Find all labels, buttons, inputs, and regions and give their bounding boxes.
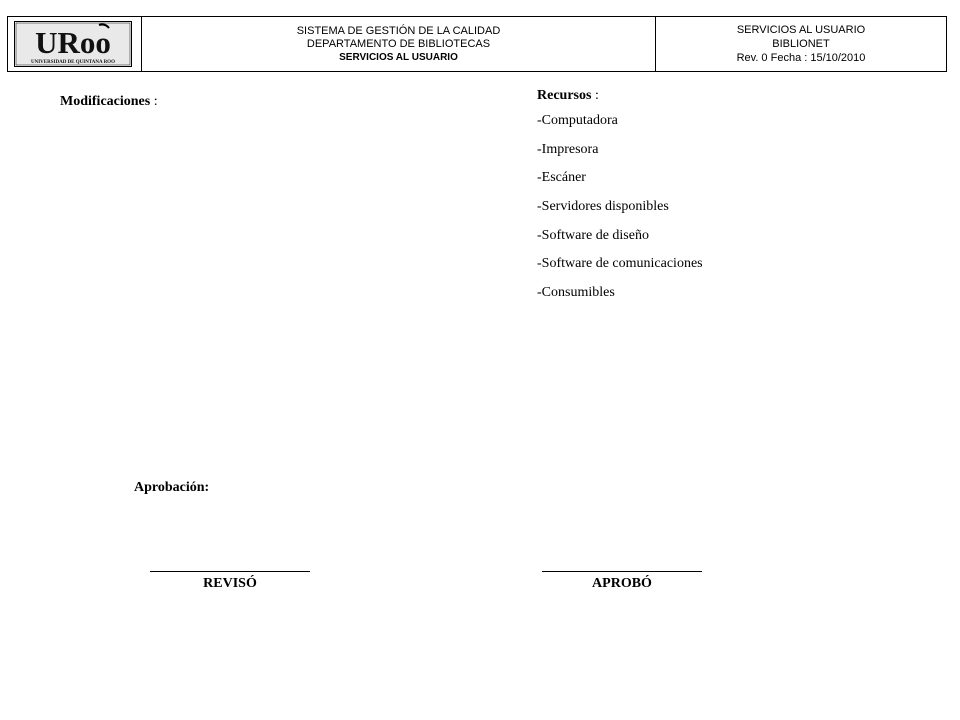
resource-item: -Consumibles	[537, 285, 615, 301]
document-header	[7, 16, 947, 72]
approval-section	[134, 480, 209, 496]
logo-cell	[8, 17, 142, 71]
resource-item: -Software de comunicaciones	[537, 256, 703, 272]
header-center	[142, 17, 656, 71]
reviewed-label: REVISÓ	[203, 576, 257, 591]
department-title: DEPARTAMENTO DE BIBLIOTECAS	[306, 37, 491, 50]
resources-suffix: :	[591, 88, 599, 103]
logo-letters: URoo	[35, 25, 111, 60]
approval-label: Aprobación:	[134, 480, 210, 495]
resource-item: -Software de diseño	[537, 227, 649, 243]
service-title: SERVICIOS AL USUARIO	[339, 51, 458, 63]
revision-date: Rev. 0 Fecha : 15/10/2010	[736, 52, 866, 64]
approved-signature	[542, 571, 702, 592]
resources-list	[537, 107, 703, 308]
logo-caption: UNIVERSIDAD DE QUINTANA ROO	[31, 60, 115, 65]
resources-section	[537, 85, 703, 308]
university-logo	[14, 21, 132, 67]
header-right	[656, 17, 946, 71]
resource-item: -Servidores disponibles	[537, 199, 669, 215]
resources-label: Recursos	[537, 88, 592, 103]
reviewed-signature	[150, 571, 310, 592]
procedure-name: BIBLIONET	[772, 38, 830, 50]
resource-item: -Computadora	[537, 113, 618, 128]
approved-label: APROBÓ	[592, 576, 652, 591]
modifications-section	[60, 94, 158, 110]
resource-item: -Impresora	[537, 141, 599, 157]
modifications-suffix: :	[150, 94, 158, 109]
resources-heading	[537, 85, 703, 107]
system-title: SISTEMA DE GESTIÓN DE LA CALIDAD	[296, 24, 501, 37]
service-name: SERVICIOS AL USUARIO	[736, 24, 866, 36]
signature-line	[150, 571, 310, 572]
resource-item: -Escáner	[537, 170, 586, 186]
uqroo-logo-icon	[15, 22, 131, 66]
signature-line	[542, 571, 702, 572]
modifications-label: Modificaciones	[60, 94, 151, 109]
